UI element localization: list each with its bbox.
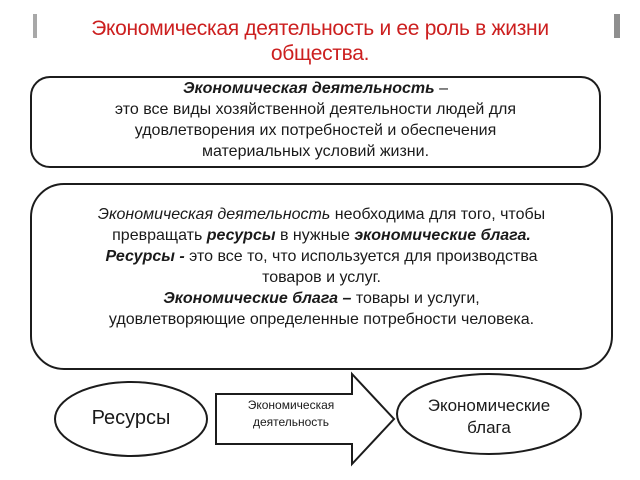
goods-label: [402, 395, 576, 439]
slide-title: Экономическая деятельность и ее роль в жизни общества.: [91, 17, 549, 65]
definition-line-4: материальных условий жизни.: [201, 143, 430, 160]
explanation-text: в нужные: [275, 227, 355, 244]
definition-line-3: удовлетворения их потребностей и обеспечения: [134, 122, 497, 139]
goods-label-line-1: Экономические: [427, 396, 551, 415]
definition-dash: –: [434, 80, 448, 97]
definition-line-2: это все виды хозяйственной деятельности людей для: [114, 101, 517, 118]
resources-term: ресурсы: [206, 227, 276, 244]
activity-label-line-1: Экономическая: [247, 398, 335, 412]
goods-definition-term: Экономические блага –: [163, 290, 352, 307]
explanation-text: необходима для того, чтобы: [330, 206, 546, 223]
resources-label: Ресурсы: [91, 407, 171, 429]
goods-term: экономические блага.: [354, 227, 531, 244]
explanation-line-4: товаров и услуг.: [262, 269, 381, 286]
explanation-line-6: удовлетворяющие определенные потребности человека.: [108, 311, 535, 328]
activity-term: Экономическая деятельность: [97, 206, 331, 223]
explanation-text: товары и услуги,: [351, 290, 480, 307]
activity-label: [224, 397, 358, 431]
explanation-text: это все то, что используется для производства: [184, 248, 538, 265]
goods-label-line-2: блага: [467, 418, 511, 437]
definition-term: Экономическая деятельность: [183, 80, 435, 97]
activity-label-line-2: деятельность: [252, 415, 330, 429]
resources-definition-term: Ресурсы -: [105, 248, 185, 265]
explanation-text: превращать: [112, 227, 207, 244]
